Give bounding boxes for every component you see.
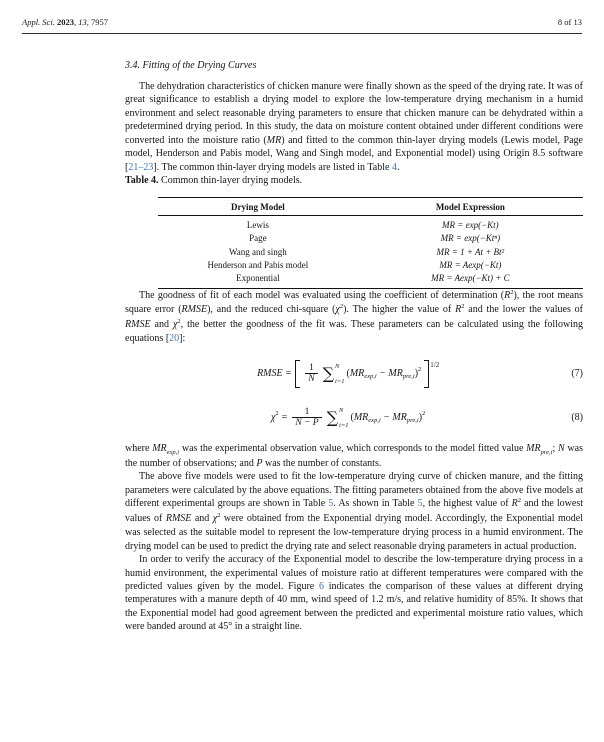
equation-chi-content: χ 2 = $\frac{1}{N - P}$ ∑ N i=1 ( MR exp,i − MR pre,i ) 2 (271, 406, 426, 429)
citation-link[interactable]: 21–23 (128, 161, 154, 173)
table-cell-model: Wang and singh (228, 246, 287, 257)
summation: ∑ N i=1 (326, 406, 349, 429)
table-row (158, 258, 583, 271)
equation-rmse-content: RMSE = $\frac{1}{N}$ ∑ N i=1 ( MR exp,i − MR pre,i ) 2 1/2 (125, 360, 571, 388)
fraction: $\frac{1}{N - P}$ (292, 407, 321, 429)
table-cell-model: Exponential (236, 272, 280, 283)
fraction: $\frac{1}{N}$ (305, 363, 317, 385)
equation-chi-square (125, 402, 583, 433)
table-row (158, 232, 583, 245)
citation-link[interactable]: 6 (318, 580, 324, 592)
table-cell-expression: MR = Aexp(−Kt) (439, 259, 502, 270)
paragraph-goodness-of-fit: The goodness of fit of each model was evaluated using the coefficient of determination $(R^2)$, the root means square error (RMSE), and the reduced chi-square $(\chi^2)$. The higher the value of $R^2$ and the lower the values of RMSE and $\chi^2$, the better the goodness of the fit was. These parameters can be calculated using the following equations [20]: (125, 288, 584, 344)
minus-sign: − (379, 368, 386, 380)
summation: ∑ N i=1 (322, 362, 345, 385)
citation-link[interactable]: 4 (391, 161, 397, 173)
open-paren: ( (350, 412, 354, 424)
open-paren: ( (346, 368, 350, 380)
table-header-row (158, 197, 583, 215)
table-cell-model: Page (249, 233, 267, 244)
citation-link[interactable]: 5 (417, 498, 423, 510)
table-cell-model: Lewis (246, 220, 269, 231)
mr-exp: MR (353, 412, 369, 424)
eq-lhs: RMSE (257, 368, 283, 380)
paragraph-model-selection: The above five models were used to fit the low-temperature drying curve of chicken manure, and the fitting parameters were calculated by the above equations. The fitting parameters obtained from the above five models at different experimental groups are shown in Table 5. As shown in Table 5, the highest value of $R^2$ and the lowest values of RMSE and $\chi^2$ were obtained from the Exponential drying model. Accordingly, the Exponential model was selected as the suitable model to represent the low-temperature drying process in a humid environment. The drying model can be used to predict the drying rate and select reasonable drying parameters in actual production. (125, 471, 584, 552)
close-paren: ) (414, 368, 419, 380)
page-header (22, 17, 582, 34)
right-bracket (424, 360, 429, 388)
outer-exponent: 1/2 (430, 360, 440, 369)
table-row (158, 245, 583, 258)
mr-pre: MR (392, 412, 407, 424)
table-cell-expression: MR = exp(−Ktⁿ) (440, 233, 501, 244)
equals-sign: = (281, 412, 288, 424)
minus-sign: − (383, 412, 390, 424)
equation-number: (8) (571, 412, 583, 424)
citation-link[interactable]: 5 (328, 498, 334, 510)
table-row (158, 215, 583, 232)
left-bracket (295, 360, 300, 388)
table-cell-expression: MR = exp(−Kt) (442, 220, 499, 231)
paragraph-intro: The dehydration characteristics of chicken manure were finally shown as the speed of the drying rate. It was of great significance to establish a drying model to explore the low-temperature drying mechanism in a humid environment and select reasonable drying parameters to ensure that chicken manure can be dehydrated within a predetermined drying period. In this study, the data on moisture content obtained under different conditions were converted into the moisture ratio (MR) and fitted to the common thin-layer drying models (Lewis model, Page model, Henderson and Pabis model, Wang and Singh model, and Exponential model) using Origin 8.5 software [21–23]. The common thin-layer drying models are listed in Table 4. (125, 81, 583, 173)
drying-models-table (158, 197, 583, 289)
section-heading: 3.4. Fitting of the Drying Curves (125, 60, 257, 71)
table-caption (125, 174, 583, 187)
citation-link[interactable]: 20 (169, 333, 180, 344)
close-paren: ) (418, 412, 423, 424)
table-caption-label: Table 4. (125, 175, 159, 187)
equation-number: (7) (571, 368, 583, 380)
sigma-symbol: ∑ (326, 407, 339, 427)
table-header-drying-model: Drying Model (158, 197, 358, 215)
text-column (125, 59, 583, 634)
page-number: 8 of 13 (557, 17, 582, 27)
table-cell-expression: MR = Aexp(−Kt) + C (431, 272, 510, 283)
table-caption-text: Common thin-layer drying models. (158, 175, 303, 187)
eq-lhs: χ (271, 412, 276, 424)
equation-rmse (125, 358, 583, 389)
table-cell-model: Henderson and Pabis model (207, 259, 309, 270)
mr-pre: MR (388, 368, 403, 380)
table-row (158, 271, 583, 288)
mr-exp: MR (349, 368, 365, 380)
sigma-symbol: ∑ (322, 363, 335, 383)
journal-citation: Appl. Sci. 2023, 13, 7957 (22, 17, 108, 27)
paragraph-model-verification: In order to verify the accuracy of the Exponential model to describe the low-temperature drying process in a humid environment, the experimental values of moisture ratio at different temperatures were compared with the predicted values given by the model. Figure 6 indicates the comparison of these values at different drying temperatures with a manure depth of 40 mm, wind speed of 1.2 m/s, and relative humidity of 85%. It shows that the Exponential model had good agreement between the predicted and experimental moisture ratio values, which were banded around at 45° in a straight line. (125, 554, 583, 633)
paragraph-where-definitions: where $MR_{exp,i}$ was the experimental observation value, which corresponds to the model fitted value $MR_{pre,i}$; N was the number of observations; and P was the number of constants. (125, 443, 583, 469)
table-header-model-expression: Model Expression (358, 197, 583, 215)
table-cell-expression: MR = 1 + At + Bt² (436, 246, 505, 257)
equals-sign: = (285, 368, 292, 380)
